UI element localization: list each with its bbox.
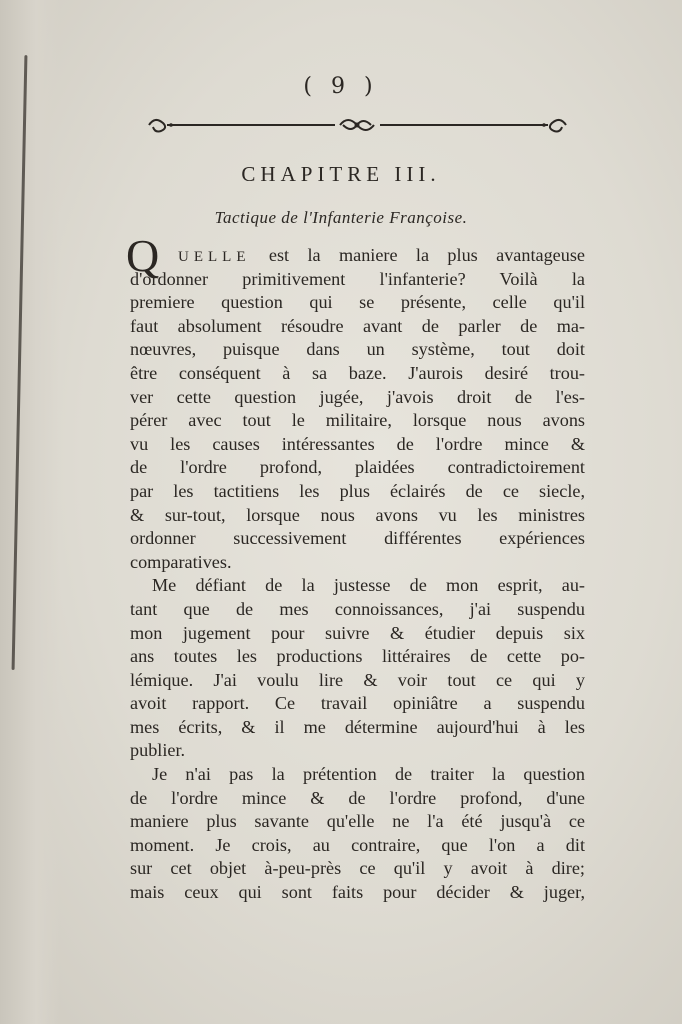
page-number: ( 9 ) bbox=[303, 74, 379, 99]
text-line: ordonner successivement différentes expériences bbox=[130, 528, 585, 549]
text-line: être conséquent à sa baze. J'aurois desiré trou- bbox=[130, 362, 585, 383]
text-line: mes écrits, & il me détermine aujourd'hui à les bbox=[130, 716, 585, 737]
text-line: comparatives. bbox=[130, 551, 232, 572]
text-line: lémique. J'ai voulu lire & voir tout ce qui y bbox=[130, 669, 585, 690]
text-line: publier. bbox=[130, 740, 186, 761]
text-line: moment. Je crois, au contraire, que l'on a dit bbox=[130, 834, 585, 855]
text-line: faut absolument résoudre avant de parler de ma- bbox=[130, 315, 585, 336]
text-line: mais ceux qui sont faits pour décider & juger, bbox=[130, 882, 585, 903]
text-line: par les tactitiens les plus éclairés de ce siecle, bbox=[130, 480, 585, 501]
drop-cap: Q bbox=[126, 230, 160, 281]
text-line: de l'ordre profond, plaidées contradictoirement bbox=[130, 457, 585, 478]
text-line: & sur-tout, lorsque nous avons vu les ministres bbox=[130, 504, 585, 525]
text-line: pérer avec tout le militaire, lorsque nous avons bbox=[130, 410, 585, 431]
body-text bbox=[126, 230, 585, 905]
chapter-title: CHAPITRE III. bbox=[241, 162, 441, 186]
text-line: ans toutes les productions littéraires de cette po- bbox=[130, 646, 585, 667]
text-line: Je n'ai pas la prétention de traiter la question bbox=[152, 764, 585, 785]
text-line: d'ordonner primitivement l'infanterie? Voilà la bbox=[130, 268, 585, 289]
text-line: sur cet objet à-peu-près ce qu'il y avoit à dire; bbox=[130, 858, 585, 879]
page-gutter-shadow bbox=[0, 0, 60, 1024]
line-text: est la maniere la plus avantageuse bbox=[268, 245, 585, 265]
text-line: avoit rapport. Ce travail opiniâtre a suspendu bbox=[130, 693, 585, 714]
text-line: tant que de mes connoissances, j'ai suspendu bbox=[130, 598, 585, 619]
decorative-rule-ornament bbox=[145, 114, 570, 136]
text-line: maniere plus savante qu'elle ne l'a été jusqu'à ce bbox=[130, 811, 585, 832]
text-line: ver cette question jugée, j'avois droit de l'es- bbox=[130, 386, 585, 407]
text-line: mon jugement pour suivre & étudier depuis six bbox=[130, 622, 585, 643]
first-word-smallcaps: UELLE bbox=[178, 249, 251, 265]
text-line: vu les causes intéressantes de l'ordre mince & bbox=[130, 433, 585, 454]
text-line: de l'ordre mince & de l'ordre profond, d'une bbox=[130, 787, 585, 808]
text-line: Me défiant de la justesse de mon esprit, au- bbox=[152, 575, 585, 596]
text-line: nœuvres, puisque dans un système, tout doit bbox=[130, 339, 585, 360]
text-line: premiere question qui se présente, celle qu'il bbox=[130, 292, 585, 313]
section-title: Tactique de l'Infanterie Françoise. bbox=[214, 208, 468, 227]
